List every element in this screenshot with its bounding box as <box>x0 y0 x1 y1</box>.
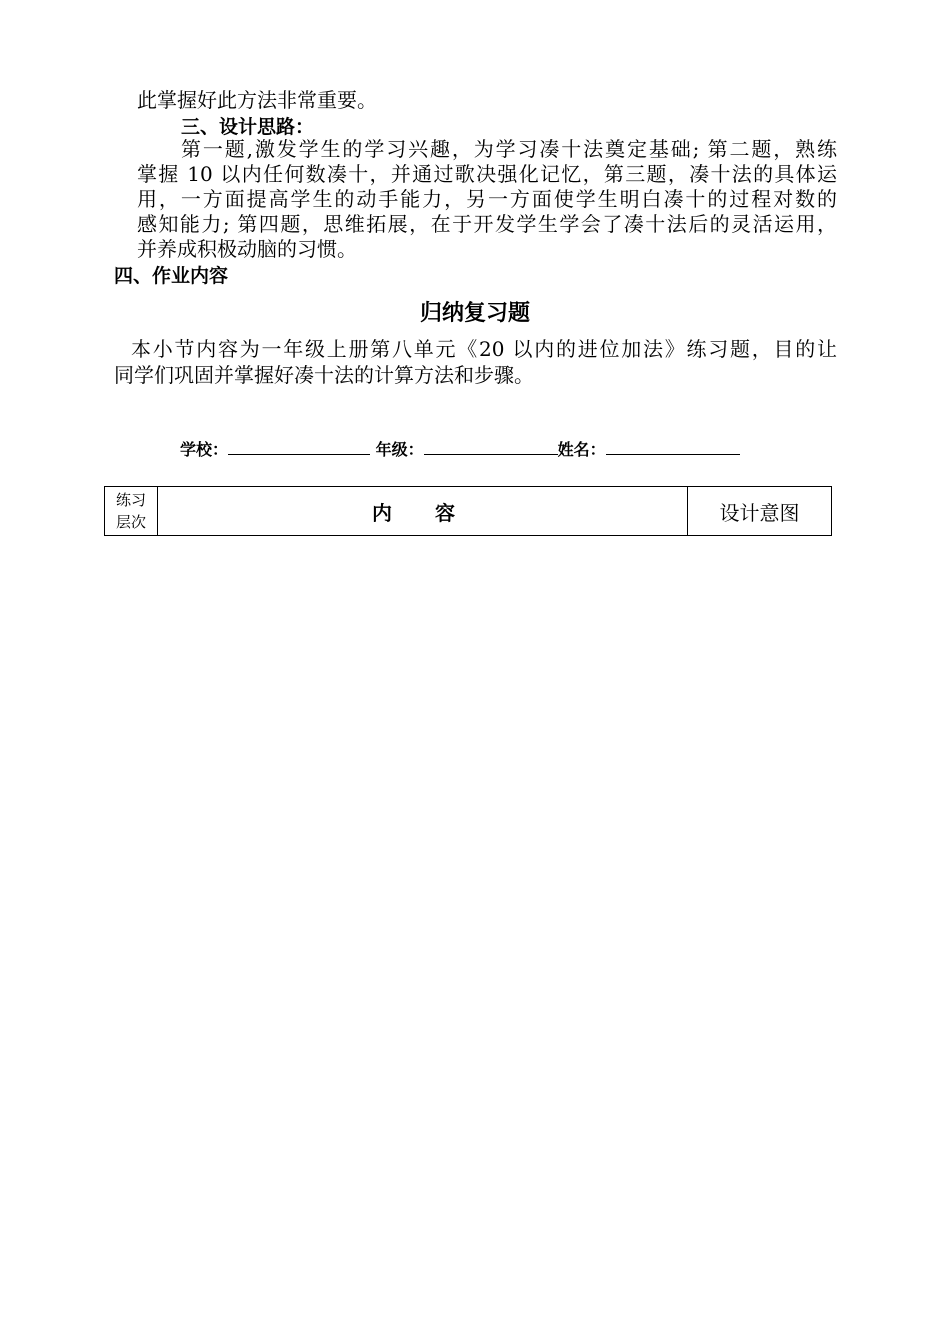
design-line-1: 第一题,激发学生的学习兴趣，为学习凑十法奠定基础; 第二题，熟练 <box>181 137 837 161</box>
intent-header: 设计意图 <box>688 487 832 536</box>
grade-blank[interactable] <box>424 436 558 455</box>
design-line-3: 用，一方面提高学生的动手能力，另一方面使学生明白凑十的过程对数的 <box>137 187 837 211</box>
content-header: 内 容 <box>158 487 688 536</box>
paragraph-tail: 此掌握好此方法非常重要。 <box>137 88 377 112</box>
design-line-4: 感知能力; 第四题，思维拓展，在于开发学生学会了凑十法后的灵活运用， <box>137 212 837 236</box>
level-header-line2: 层次 <box>115 513 146 531</box>
grade-label: 年级： <box>375 440 424 459</box>
homework-table <box>104 486 832 536</box>
review-title: 归纳复习题 <box>419 301 530 326</box>
name-blank[interactable] <box>606 436 740 455</box>
student-info-row <box>180 436 740 460</box>
table-header-row <box>105 487 832 536</box>
design-heading: 三、设计思路： <box>181 116 315 138</box>
homework-heading: 四、作业内容 <box>114 265 229 287</box>
design-line-2: 掌握 10 以内任何数凑十，并通过歌决强化记忆，第三题，凑十法的具体运 <box>137 162 837 186</box>
name-label: 姓名： <box>557 440 606 459</box>
level-header-line1: 练习 <box>115 491 146 509</box>
level-header <box>105 487 158 536</box>
school-blank[interactable] <box>228 436 370 455</box>
intro-line-2: 同学们巩固并掌握好凑十法的计算方法和步骤。 <box>114 363 534 387</box>
intro-line-1: 本小节内容为一年级上册第八单元《20 以内的进位加法》练习题，目的让 <box>131 337 837 361</box>
design-line-5: 并养成积极动脑的习惯。 <box>137 237 357 261</box>
school-label: 学校： <box>180 440 229 459</box>
